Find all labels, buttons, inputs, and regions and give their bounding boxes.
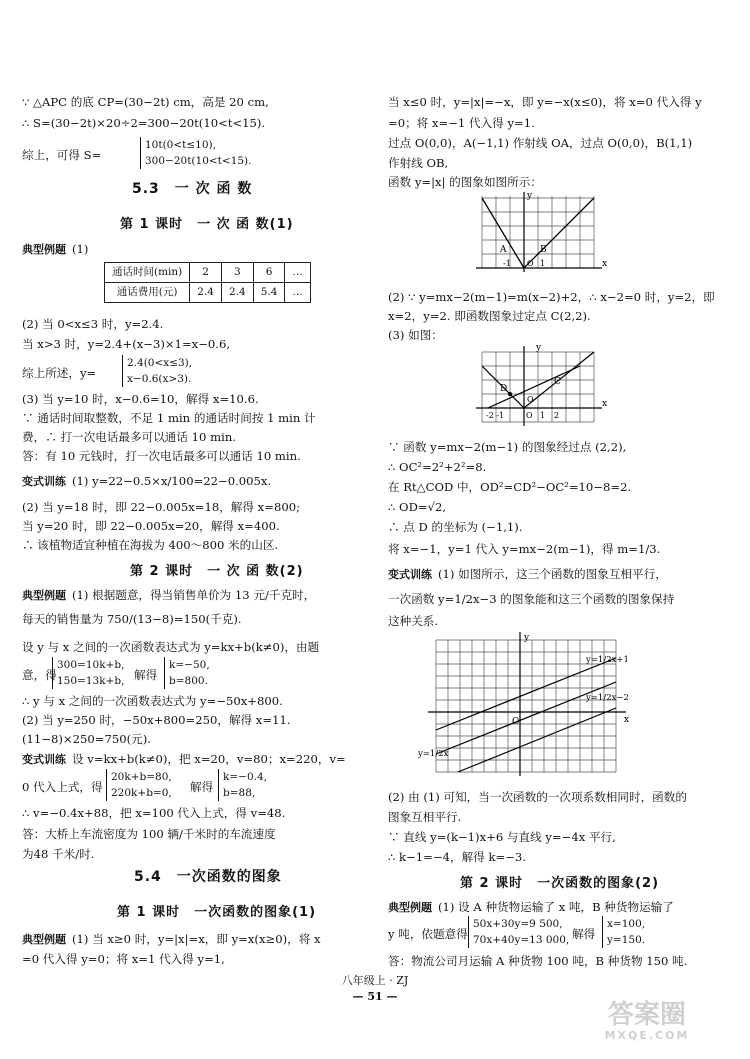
axis-label: x [624, 715, 630, 725]
text-line: 当 x≤0 时，y=|x|=−x，即 y=−x(x≤0)，将 x=0 代入得 y [388, 95, 702, 109]
text-line: (2) ∵ y=mx−2(m−1)=m(x−2)+2，∴ x−2=0 时，y=2，即 [388, 290, 715, 304]
lesson-title: 第 1 课时 一次函数的图象(1) [117, 905, 317, 920]
variant-tag: 变式训练 [22, 475, 66, 488]
text-line: ∴ OD=√2, [388, 500, 447, 514]
piece: 10t(0<t≤10), [145, 139, 216, 151]
origin-label: O [527, 259, 534, 268]
text-line: x=2，y=2. 即函数图象过定点 C(2,2). [388, 309, 591, 323]
text-line: (3) 当 y=10 时，x−0.6=10，解得 x=10.6. [22, 392, 259, 406]
axis-label: y [536, 344, 542, 353]
text: (1) [72, 242, 89, 256]
piece: x−0.6(x>3). [127, 373, 192, 385]
table-cell: 3 [221, 263, 253, 283]
piecewise-brace [140, 137, 252, 169]
text-line: 作射线 OB, [388, 156, 449, 170]
piece: y=150. [607, 934, 646, 946]
piece: k=−0.4, [223, 771, 267, 783]
lesson-title: 第 2 课时 一次函数的图象(2) [460, 876, 660, 891]
text-line: 答：大桥上车流密度为 100 辆/千米时的车流速度 [22, 827, 276, 841]
point-label: B [540, 245, 547, 255]
text-line: (2) 当 0<x≤3 时，y=2.4. [22, 317, 164, 331]
text-line: ∴ y 与 x 之间的一次函数表达式为 y=−50x+800. [22, 694, 283, 708]
table-cell: 通话时间(min) [105, 263, 190, 283]
line-label: y=1/2x+1 [586, 655, 629, 665]
text: (1) 根据题意，得当销售单价为 13 元/千克时， [72, 588, 316, 602]
equation-system [52, 657, 124, 689]
text: (1) 当 x≥0 时，y=|x|=x，即 y=x(x≥0)，将 x [72, 932, 321, 946]
text-line: ∵ 通话时间取整数，不足 1 min 的通话时间按 1 min 计 [22, 411, 316, 425]
piece: 300=10k+b, [57, 659, 125, 671]
text-line: 解得 [190, 780, 214, 794]
variant-tag: 变式训练 [388, 568, 432, 581]
variant-tag: 变式训练 [22, 753, 66, 766]
text-line: 每天的销售量为 750/(13−8)=150(千克). [22, 612, 242, 626]
table-row [105, 283, 311, 303]
watermark-logo [562, 1001, 732, 1047]
watermark-text: 答案圈 [607, 1000, 686, 1030]
piece: 70x+40y=13 000, [473, 934, 570, 946]
equation-system [468, 916, 569, 948]
graph-parallel-lines [418, 630, 638, 778]
axis-label: y [524, 633, 530, 643]
equation-system [218, 769, 267, 801]
text-line: 综上所述，y= [22, 366, 97, 380]
text-line: ∴ S=(30−2t)×20÷2=300−20t(10<t<15). [22, 116, 266, 130]
text-line: (2) 由 (1) 可知，当一次函数的一次项系数相同时，函数的 [388, 790, 687, 804]
text: (1) y=22−0.5×x/100=22−0.005x. [72, 474, 272, 488]
equation-system [164, 657, 210, 689]
watermark-url: MXQE.COM [604, 1029, 690, 1042]
section-title: 5.3 一 次 函 数 [132, 181, 253, 197]
text-line: 答：物流公司月运输 A 种货物 100 吨，B 种货物 150 吨. [388, 954, 688, 968]
text-line: 为48 千米/时. [22, 847, 95, 861]
text-line: 这种关系. [388, 614, 439, 628]
example-tag: 典型例题 [22, 589, 66, 602]
point-label: A [500, 245, 507, 255]
graph-abs-x [470, 188, 610, 278]
lesson-title: 第 2 课时 一 次 函 数(2) [130, 564, 304, 579]
section-title: 5.4 一次函数的图象 [134, 869, 282, 885]
piece: 220k+b=0, [111, 787, 172, 799]
text-line: ∴ k−1=−4，解得 k=−3. [388, 850, 526, 864]
origin-label: O [512, 717, 520, 727]
text-line: ∵ △APC 的底 CP=(30−2t) cm，高是 20 cm, [22, 95, 269, 109]
text-line: ∵ 直线 y=(k−1)x+6 与直线 y=−4x 平行, [388, 830, 616, 844]
footer-grade: 八年级上 · ZJ [341, 974, 409, 987]
piece: 150=13k+b, [57, 675, 125, 687]
text-line: y 吨，依题意得 [388, 927, 468, 941]
text-line: ∴ 该植物适宜种植在海拔为 400～800 米的山区. [22, 538, 279, 552]
table-cell: … [285, 263, 311, 283]
example-tag: 典型例题 [22, 243, 66, 256]
piecewise-brace [122, 355, 192, 387]
axis-label: x [602, 259, 608, 269]
text-line: 答：有 10 元钱时，打一次电话最多可以通话 10 min. [22, 449, 301, 463]
table-cell: 2.4 [190, 283, 222, 303]
tick-label: 1 [540, 259, 546, 268]
text-line: 图象互相平行. [388, 810, 462, 824]
text-line: =0；将 x=−1 代入得 y=1. [388, 116, 535, 130]
text-line: =0 代入得 y=0；将 x=1 代入得 y=1, [22, 952, 225, 966]
text-line: 函数 y=|x| 的图象如图所示： [388, 175, 542, 189]
table-cell: 2 [190, 263, 222, 283]
point-label: C [554, 377, 561, 387]
text-line: 费，∴ 打一次电话最多可以通话 10 min. [22, 430, 236, 444]
text-line: (11−8)×250=750(元). [22, 732, 151, 746]
text-line: 在 Rt△COD 中，OD²=CD²−OC²=10−8=2. [388, 480, 632, 494]
text-line: 当 y=20 时，即 22−0.005x=20，解得 x=400. [22, 519, 280, 533]
point-d [508, 392, 512, 396]
table-cell: 通话费用(元) [105, 283, 190, 303]
piece: b=800. [169, 675, 208, 687]
text-line: 过点 O(0,0)，A(−1,1) 作射线 OA，过点 O(0,0)，B(1,1) [388, 136, 693, 150]
piece: k=−50, [169, 659, 210, 671]
text-line: 解得 [572, 927, 596, 941]
text-line: 解得 [134, 668, 158, 682]
lesson-title: 第 1 课时 一 次 函 数(1) [120, 217, 294, 232]
equation-system [602, 916, 645, 948]
text-line: 当 x>3 时，y=2.4+(x−3)×1=x−0.6, [22, 337, 231, 351]
text-line: 设 y 与 x 之间的一次函数表达式为 y=kx+b(k≠0)，由题 [22, 640, 320, 654]
text-line: 综上，可得 S= [22, 148, 102, 162]
tick-label: -1 [503, 259, 511, 268]
table-cell: 6 [253, 263, 285, 283]
equation-system [106, 769, 172, 801]
piece: 2.4(0<x≤3), [127, 357, 193, 369]
point-label: D [500, 384, 508, 394]
text-line: ∵ 函数 y=mx−2(m−1) 的图象经过点 (2,2), [388, 440, 627, 454]
piece: 20k+b=80, [111, 771, 172, 783]
tick-label: 2 [554, 411, 560, 420]
text-line: 0 代入上式，得 [22, 780, 103, 794]
tick-label: -2 -1 [486, 411, 505, 420]
text-line: (2) 当 y=250 时，−50x+800=250，解得 x=11. [22, 713, 291, 727]
axis-label: y [527, 191, 533, 201]
axis-label: x [602, 399, 608, 409]
line-label: y=1/2x−2 [586, 693, 629, 703]
text-line: 一次函数 y=1/2x−3 的图象能和这三个函数的图象保持 [388, 592, 675, 606]
table-cell: 5.4 [253, 283, 285, 303]
piece: 300−20t(10<t<15). [145, 155, 252, 167]
call-table [104, 262, 311, 303]
piece: b=88, [223, 787, 256, 799]
text: (1) 设 A 种货物运输了 x 吨，B 种货物运输了 [438, 900, 674, 914]
example-tag: 典型例题 [388, 901, 432, 914]
line-label: y=1/2x [418, 749, 449, 759]
graph-fixed-point [470, 344, 610, 429]
text-line: (2) 当 y=18 时，即 22−0.005x=18，解得 x=800; [22, 500, 300, 514]
origin-label: O [527, 395, 534, 404]
text: (1) 如图所示，这三个函数的图象互相平行， [438, 567, 667, 581]
text-line: ∴ 点 D 的坐标为 (−1,1). [388, 520, 523, 534]
table-cell: … [285, 283, 311, 303]
example-tag: 典型例题 [22, 933, 66, 946]
text-line: (3) 如图： [388, 328, 443, 342]
text-line: 将 x=−1，y=1 代入 y=mx−2(m−1)，得 m=1/3. [388, 542, 661, 556]
tick-label: O [526, 411, 533, 420]
piece: x=100, [607, 918, 646, 930]
table-cell: 2.4 [221, 283, 253, 303]
text-line: ∴ v=−0.4x+88，把 x=100 代入上式，得 v=48. [22, 806, 286, 820]
table-row [105, 263, 311, 283]
text: 设 v=kx+b(k≠0)，把 x=20，v=80；x=220，v= [72, 752, 346, 766]
tick-label: 1 [540, 411, 546, 420]
text-line: 意，得 [22, 668, 57, 682]
piece: 50x+30y=9 500, [473, 918, 563, 930]
page-number: — 51 — [352, 990, 398, 1003]
text-line: ∴ OC²=2²+2²=8. [388, 460, 487, 474]
